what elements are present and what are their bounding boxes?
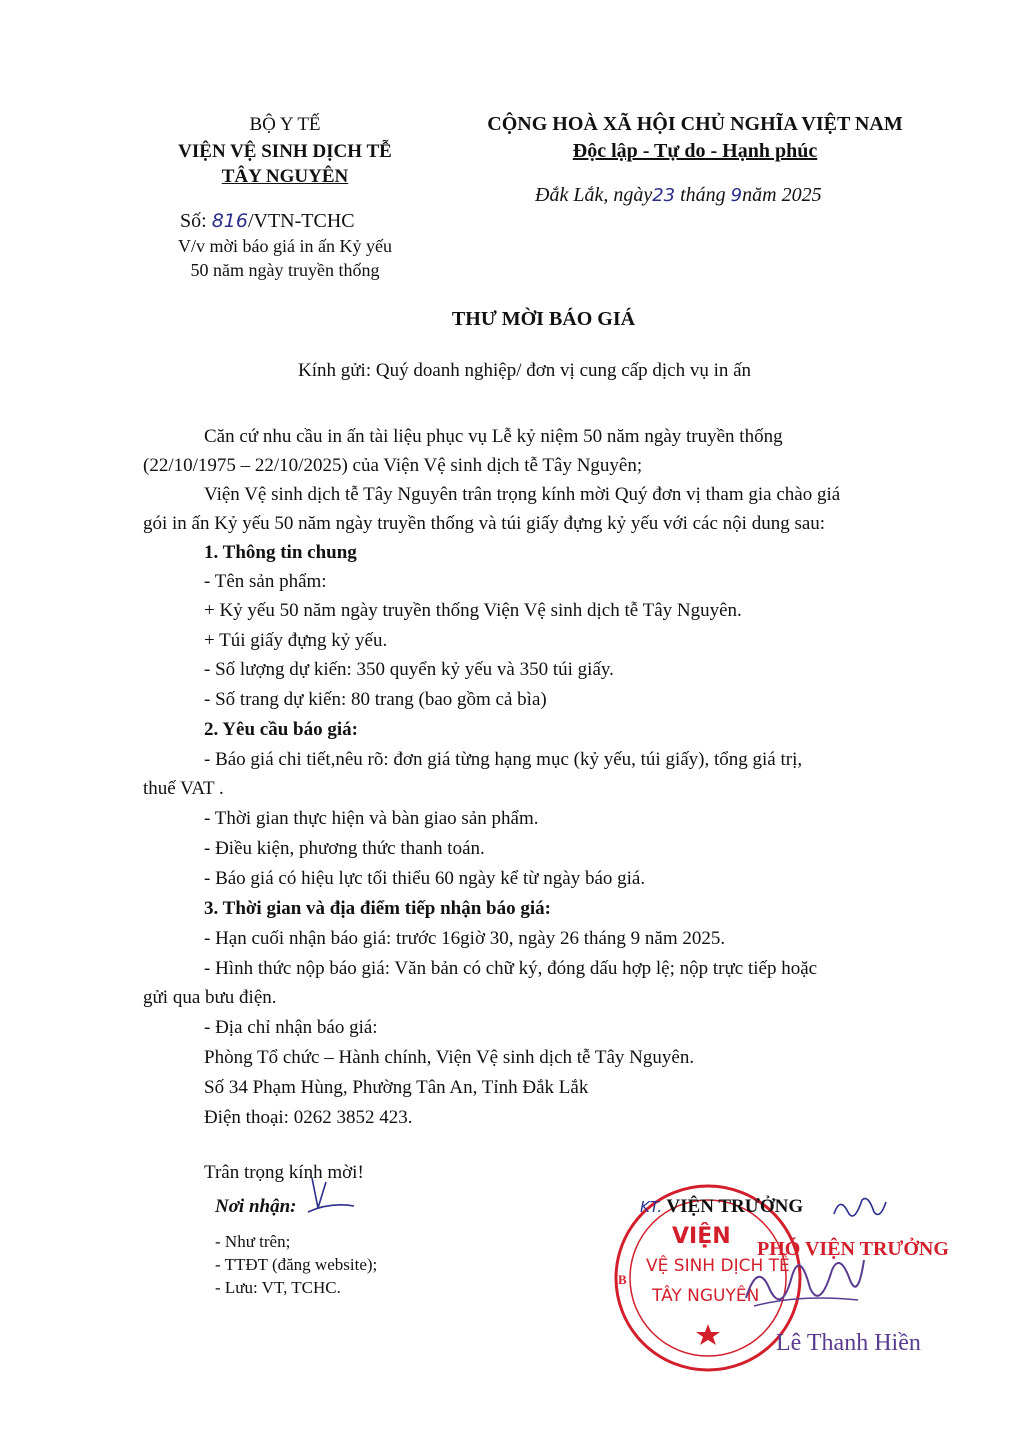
signatory-name: Lê Thanh Hiền — [776, 1330, 921, 1356]
initial-flourish-icon — [830, 1192, 890, 1222]
section-1-item: - Số trang dự kiến: 80 trang (bao gồm cả bìa) — [204, 689, 547, 710]
signature-role-prefix-handwritten: KT. — [640, 1198, 662, 1216]
address-line: Số 34 Phạm Hùng, Phường Tân An, Tỉnh Đắk Lắk — [204, 1077, 589, 1098]
document-number-handwritten: 816 — [211, 210, 248, 232]
paragraph-2-line-2: gói in ấn Kỷ yếu 50 năm ngày truyền thống và túi giấy đựng kỷ yếu với các nội dung sau: — [143, 513, 826, 534]
section-3-heading: 3. Thời gian và địa điểm tiếp nhận báo giá: — [204, 898, 551, 919]
date-day-handwritten: 23 — [652, 185, 676, 206]
initials-mark-icon — [300, 1168, 360, 1228]
signature-scribble-icon — [740, 1240, 870, 1320]
section-3-submission-line-2: gửi qua bưu điện. — [143, 987, 277, 1008]
section-1-item: - Tên sản phẩm: — [204, 571, 327, 592]
section-2-heading: 2. Yêu cầu báo giá: — [204, 719, 358, 740]
signature-role-text: VIỆN TRƯỞNG — [666, 1196, 804, 1217]
recipient-item: - Lưu: VT, TCHC. — [215, 1278, 341, 1297]
document-date — [535, 184, 822, 207]
stamp-text-line3: TÂY NGUYÊN — [652, 1286, 760, 1306]
signature-role — [640, 1196, 803, 1218]
subject-line2: 50 năm ngày truyền thống — [190, 260, 380, 280]
closing-line: Trân trọng kính mời! — [204, 1162, 364, 1183]
document-number-suffix: /VTN-TCHC — [247, 210, 355, 232]
national-motto — [440, 140, 950, 163]
paragraph-1-line-1: Căn cứ nhu cầu in ấn tài liệu phục vụ Lễ kỷ niệm 50 năm ngày truyền thống — [204, 426, 783, 447]
date-month-label: tháng — [680, 184, 726, 206]
paragraph-2-line-1: Viện Vệ sinh dịch tễ Tây Nguyên trân trọng kính mời Quý đơn vị tham gia chào giá — [204, 484, 841, 505]
recipients-label: Nơi nhận: — [215, 1196, 297, 1217]
institute-name-underlined: TÂY NGUYÊN — [221, 166, 349, 187]
stamp-text-line2: VỆ SINH DỊCH TỄ — [646, 1256, 790, 1276]
stamp-ring-letter: B — [618, 1272, 627, 1287]
institute-name-line2 — [130, 166, 440, 188]
section-1-item: + Túi giấy đựng kỷ yếu. — [204, 630, 388, 651]
document-number — [180, 210, 355, 233]
document-number-prefix: Số: — [180, 210, 207, 232]
section-3-address-label: - Địa chỉ nhận báo giá: — [204, 1017, 378, 1038]
address-line: Phòng Tổ chức – Hành chính, Viện Vệ sinh dịch tễ Tây Nguyên. — [204, 1047, 695, 1068]
document-title: THƯ MỜI BÁO GIÁ — [451, 308, 636, 330]
section-1-item: - Số lượng dự kiến: 350 quyển kỷ yếu và 350 túi giấy. — [204, 659, 614, 680]
section-3-submission-line-1: - Hình thức nộp báo giá: Văn bản có chữ ký, đóng dấu hợp lệ; nộp trực tiếp hoặc — [204, 958, 818, 979]
section-1-item: + Kỷ yếu 50 năm ngày truyền thống Viện Vệ sinh dịch tễ Tây Nguyên. — [204, 600, 742, 621]
deputy-role-stamp: PHÓ VIỆN TRƯỞNG — [757, 1238, 949, 1260]
stamp-text-line1: VIỆN — [672, 1224, 731, 1249]
national-motto-text: Độc lập - Tự do - Hạnh phúc — [572, 140, 818, 162]
section-2-item: - Điều kiện, phương thức thanh toán. — [204, 838, 485, 859]
institute-name-line1: VIỆN VỆ SINH DỊCH TỄ — [178, 141, 392, 162]
section-2-item-1-line-1: - Báo giá chi tiết,nêu rõ: đơn giá từng hạng mục (kỷ yếu, túi giấy), tổng giá trị, — [204, 749, 803, 770]
date-prefix: Đắk Lắk, ngày — [535, 184, 653, 206]
ministry-name: BỘ Y TẾ — [249, 114, 321, 135]
subject-line1: V/v mời báo giá in ấn Kỷ yếu — [178, 236, 392, 256]
country-name: CỘNG HOÀ XÃ HỘI CHỦ NGHĨA VIỆT NAM — [487, 113, 903, 135]
section-2-item-1-line-2: thuế VAT . — [143, 778, 224, 799]
date-year: năm 2025 — [742, 184, 822, 206]
date-month-handwritten: 9 — [730, 185, 743, 206]
section-2-item: - Báo giá có hiệu lực tối thiểu 60 ngày kể từ ngày báo giá. — [204, 868, 646, 889]
paragraph-1-line-2: (22/10/1975 – 22/10/2025) của Viện Vệ sinh dịch tễ Tây Nguyên; — [143, 455, 643, 476]
address-line: Điện thoại: 0262 3852 423. — [204, 1107, 413, 1128]
greeting: Kính gửi: Quý doanh nghiệp/ đơn vị cung cấp dịch vụ in ấn — [298, 360, 752, 381]
section-2-item: - Thời gian thực hiện và bàn giao sản phẩm. — [204, 808, 539, 829]
recipient-item: - Như trên; — [215, 1232, 291, 1251]
section-3-deadline: - Hạn cuối nhận báo giá: trước 16giờ 30, ngày 26 tháng 9 năm 2025. — [204, 928, 726, 949]
recipient-item: - TTĐT (đăng website); — [215, 1255, 378, 1274]
section-1-heading: 1. Thông tin chung — [204, 542, 357, 563]
